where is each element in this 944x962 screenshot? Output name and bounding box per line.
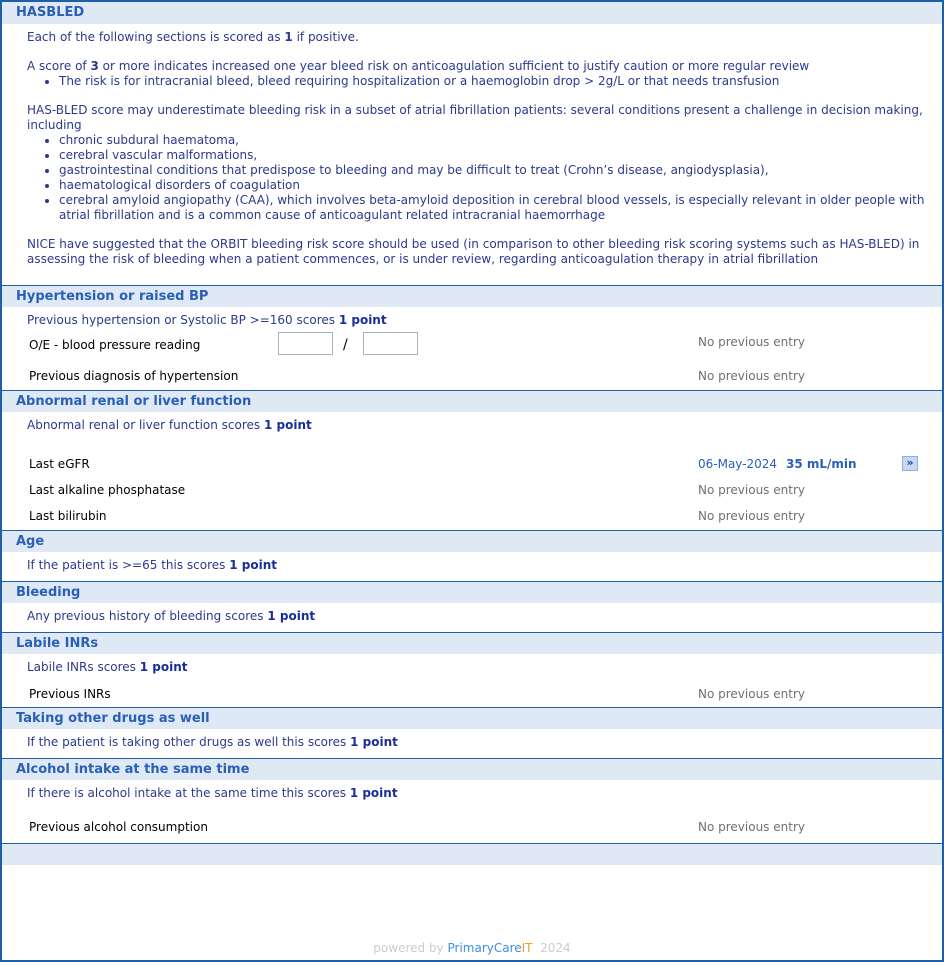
renal-desc: Abnormal renal or liver function scores 1 point bbox=[27, 418, 312, 432]
bp-separator: / bbox=[343, 337, 348, 353]
form-bottom-bar bbox=[2, 843, 942, 865]
powered-by-text: powered by bbox=[373, 941, 448, 955]
intro-para-nice: NICE have suggested that the ORBIT bleeding risk score should be used (in comparison to other bleeding risk scoring systems such as HAS-BLED) in assessing the risk of bleeding when a patient commences, or is under review, regarding anticoagulation therapy in atrial fibrillation bbox=[27, 237, 920, 266]
intro-bullets-risk bbox=[59, 74, 942, 89]
bp-reading-label: O/E - blood pressure reading bbox=[29, 338, 201, 352]
section-title-bleeding: Bleeding bbox=[2, 581, 942, 603]
intro-bullets-conditions bbox=[59, 133, 942, 223]
section-title-labile-inr: Labile INRs bbox=[2, 632, 942, 654]
bilirubin-status: No previous entry bbox=[698, 509, 805, 523]
previous-alcohol-status: No previous entry bbox=[698, 820, 805, 834]
brand-it: IT bbox=[521, 941, 533, 955]
drugs-desc: If the patient is taking other drugs as well this scores 1 point bbox=[27, 735, 398, 749]
bp-reading-row bbox=[2, 332, 942, 358]
previous-inr-label: Previous INRs bbox=[29, 687, 111, 701]
alp-row bbox=[2, 477, 942, 503]
diastolic-bp-input[interactable] bbox=[363, 332, 418, 355]
egfr-label: Last eGFR bbox=[29, 457, 90, 471]
list-item: • cerebral amyloid angiopathy (CAA), which involves beta-amyloid deposition in cerebral blood vessels, is especially relevant in older people with atrial fibrillation and is a common cause of anticoagulant related intracranial haemorrhage bbox=[59, 193, 942, 223]
hypertension-diagnosis-row bbox=[2, 363, 942, 389]
egfr-row bbox=[2, 451, 942, 477]
section-title-age: Age bbox=[2, 530, 942, 552]
hypertension-diagnosis-status: No previous entry bbox=[698, 369, 805, 383]
hasbled-intro bbox=[2, 24, 942, 285]
previous-alcohol-row bbox=[2, 814, 942, 840]
list-item: • gastrointestinal conditions that predispose to bleeding and may be difficult to treat (Crohn’s disease, angiodysplasia), bbox=[59, 163, 942, 178]
alcohol-desc: If there is alcohol intake at the same time this scores 1 point bbox=[27, 786, 398, 800]
section-title-alcohol: Alcohol intake at the same time bbox=[2, 758, 942, 780]
footer bbox=[2, 941, 942, 955]
list-item: • chronic subdural haematoma, bbox=[59, 133, 942, 148]
section-title-hasbled: HASBLED bbox=[2, 2, 942, 24]
alp-label: Last alkaline phosphatase bbox=[29, 483, 186, 497]
list-item: • The risk is for intracranial bleed, bleed requiring hospitalization or a haemoglobin drop > 2g/L or that needs transfusion bbox=[59, 74, 942, 89]
egfr-date: 06-May-2024 bbox=[698, 457, 778, 471]
intro-line-2: A score of 3 or more indicates increased one year bleed risk on anticoagulation sufficient to justify caution or more regular review bbox=[27, 59, 810, 73]
brand-primarycare: PrimaryCare bbox=[447, 941, 522, 955]
previous-inr-status: No previous entry bbox=[698, 687, 805, 701]
bleeding-desc: Any previous history of bleeding scores 1 point bbox=[27, 609, 316, 623]
intro-para-limitations: HAS-BLED score may underestimate bleeding risk in a subset of atrial fibrillation patients: several conditions present a challenge in decision making, including bbox=[27, 103, 923, 132]
hypertension-desc: Previous hypertension or Systolic BP >=160 scores 1 point bbox=[27, 313, 387, 327]
section-title-hypertension: Hypertension or raised BP bbox=[2, 285, 942, 307]
bilirubin-row bbox=[2, 503, 942, 529]
systolic-bp-input[interactable] bbox=[278, 332, 333, 355]
previous-alcohol-label: Previous alcohol consumption bbox=[29, 820, 208, 834]
intro-line-1: Each of the following sections is scored as 1 if positive. bbox=[27, 30, 359, 44]
list-item: • haematological disorders of coagulation bbox=[59, 178, 942, 193]
bilirubin-label: Last bilirubin bbox=[29, 509, 107, 523]
footer-year: 2024 bbox=[540, 941, 571, 955]
section-title-other-drugs: Taking other drugs as well bbox=[2, 707, 942, 729]
bp-status: No previous entry bbox=[698, 335, 805, 349]
alp-status: No previous entry bbox=[698, 483, 805, 497]
list-item: • cerebral vascular malformations, bbox=[59, 148, 942, 163]
section-title-renal-liver: Abnormal renal or liver function bbox=[2, 390, 942, 412]
inr-desc: Labile INRs scores 1 point bbox=[27, 660, 188, 674]
hypertension-diagnosis-label: Previous diagnosis of hypertension bbox=[29, 369, 239, 383]
egfr-details-button[interactable]: » bbox=[902, 456, 918, 471]
egfr-value: 35 mL/min bbox=[786, 457, 857, 471]
age-desc: If the patient is >=65 this scores 1 point bbox=[27, 558, 277, 572]
previous-inr-row bbox=[2, 681, 942, 707]
